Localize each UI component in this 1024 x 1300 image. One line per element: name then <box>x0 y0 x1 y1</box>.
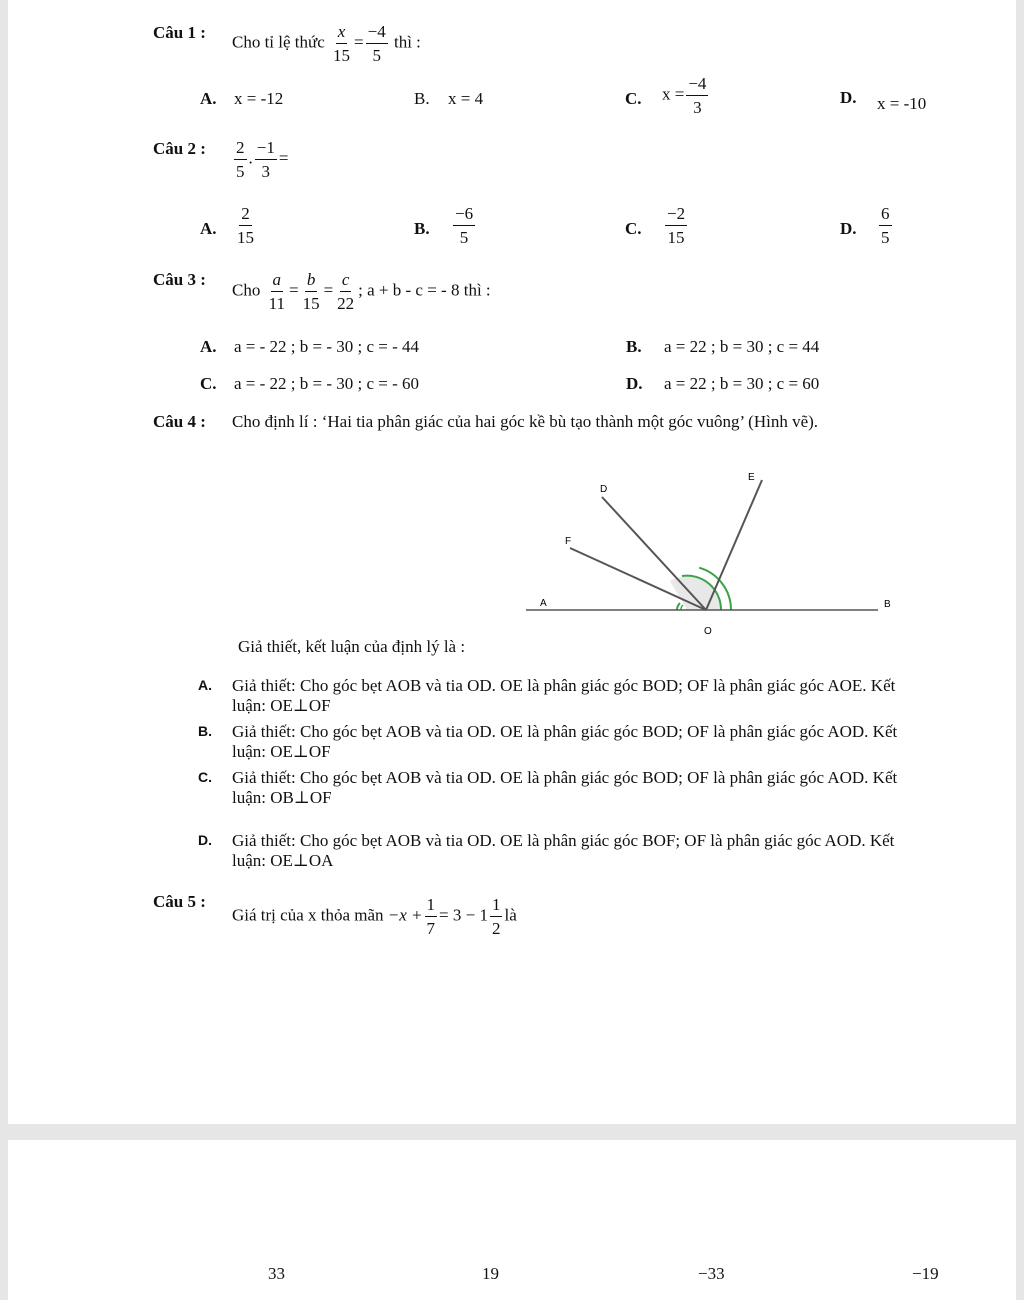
q4-label: Câu 4 : <box>153 412 206 431</box>
q3-option-c-letter: C. <box>200 374 217 393</box>
page-1 <box>8 0 1016 1124</box>
q4-option-d-letter: D. <box>198 832 212 848</box>
label-b: B <box>884 599 891 610</box>
q1-option-a-text: x = -12 <box>234 89 284 108</box>
q2-option-b-letter: B. <box>414 219 430 238</box>
q1-option-d-text: x = -10 <box>877 94 927 113</box>
q3-frac-a-11: $\frac{a}{11}$ <box>268 270 285 313</box>
q2-frac-minus1-3: $\frac{-1}{3}$ <box>256 138 275 181</box>
q4-text: Cho định lí : ‘Hai tia phân giác của hai góc kề bù tạo thành một góc vuông’ (Hình vẽ). <box>232 412 819 431</box>
q3-label: Câu 3 : <box>153 270 206 289</box>
q2-option-a-letter: A. <box>200 219 217 238</box>
q4-option-a-letter: A. <box>198 677 212 693</box>
label-o: O <box>704 626 712 637</box>
q1-option-b-text: x = 4 <box>448 89 484 108</box>
q4-prompt: Giả thiết, kết luận của định lý là : <box>238 637 466 656</box>
q1-option-c-letter: C. <box>625 89 642 108</box>
q3-option-a-text: a = - 22 ; b = - 30 ; c = - 44 <box>234 337 420 356</box>
q1-option-c-frac: $\frac{-4}{3}$ <box>688 74 707 117</box>
label-d: D <box>600 484 608 495</box>
q5-label: Câu 5 : <box>153 892 206 911</box>
q5-frac-1-7: $\frac{1}{7}$ <box>426 895 436 938</box>
q3-frac-c-22: $\frac{c}{22}$ <box>337 270 355 313</box>
p2-num-1: 33 <box>268 1264 285 1283</box>
p2-num-2: 19 <box>482 1264 499 1283</box>
q4-option-c-letter: C. <box>198 769 212 785</box>
q1-option-c-text: x = $\frac{-4}{3}$ <box>662 74 707 117</box>
ray-od <box>602 497 706 610</box>
q1-stem: Cho tỉ lệ thức $\frac{x}{15}$ = $\frac{-4}{5}$ thì : <box>232 22 421 65</box>
q2-option-a-frac: $\frac{2}{15}$ <box>237 204 254 247</box>
q1-frac-x-15: $\frac{x}{15}$ <box>333 22 351 65</box>
q5-stem: Giá trị của x thỏa mãn −x + $\frac{1}{7}$ = 3 − 1 $\frac{1}{2}$ là <box>232 895 517 938</box>
q4-option-b-letter: B. <box>198 723 212 739</box>
label-a: A <box>540 598 547 609</box>
q2-label: Câu 2 : <box>153 139 206 158</box>
q1-label: Câu 1 : <box>153 23 206 42</box>
page-2 <box>8 1140 1016 1300</box>
q4-option-a-text: Giả thiết: Cho góc bẹt AOB và tia OD. OE là phân giác góc BOD; OF là phân giác góc AOE. Kết luận: OE⊥OF <box>232 676 896 715</box>
p2-num-4: −19 <box>912 1264 939 1283</box>
q3-stem: Cho $\frac{a}{11}$ = $\frac{b}{15}$ = $\frac{c}{22}$ ; a + b - c = - 8 thì : <box>232 270 491 313</box>
q3-option-b-text: a = 22 ; b = 30 ; c = 44 <box>664 337 820 356</box>
ray-oe <box>706 480 762 610</box>
label-f: F <box>565 536 572 547</box>
q4-option-b-text: Giả thiết: Cho góc bẹt AOB và tia OD. OE là phân giác góc BOD; OF là phân giác góc AOD. Kết luận: OE⊥OF <box>232 722 898 761</box>
q3-frac-b-15: $\frac{b}{15}$ <box>302 270 320 313</box>
q1-frac-minus4-5: $\frac{-4}{5}$ <box>367 22 386 65</box>
q1-option-a-letter: A. <box>200 89 217 108</box>
q4-option-d-text: Giả thiết: Cho góc bẹt AOB và tia OD. OE là phân giác góc BOF; OF là phân giác góc AOD. Kết luận: OE⊥OA <box>232 831 895 870</box>
q2-option-d-letter: D. <box>840 219 857 238</box>
label-e: E <box>748 472 755 483</box>
q1-option-b-letter: B. <box>414 89 430 108</box>
q2-option-b-frac: $\frac{-6}{5}$ <box>455 204 474 247</box>
q5-frac-1-2: $\frac{1}{2}$ <box>491 895 501 938</box>
q1-option-d-letter: D. <box>840 88 857 107</box>
q3-option-d-letter: D. <box>626 374 643 393</box>
q3-option-a-letter: A. <box>200 337 217 356</box>
q2-option-c-frac: $\frac{-2}{15}$ <box>667 204 686 247</box>
q3-option-d-text: a = 22 ; b = 30 ; c = 60 <box>664 374 820 393</box>
q2-option-c-letter: C. <box>625 219 642 238</box>
q3-option-c-text: a = - 22 ; b = - 30 ; c = - 60 <box>234 374 420 393</box>
p2-num-3: −33 <box>698 1264 725 1283</box>
q4-option-c-text: Giả thiết: Cho góc bẹt AOB và tia OD. OE là phân giác góc BOD; OF là phân giác góc AOD. Kết luận: OB⊥OF <box>232 768 898 807</box>
q2-stem: $\frac{2}{5}$ . $\frac{-1}{3}$ = <box>236 138 289 181</box>
q2-frac-2-5: $\frac{2}{5}$ <box>236 138 245 181</box>
q2-option-d-frac: $\frac{6}{5}$ <box>881 204 890 247</box>
q4-angle-figure <box>518 460 898 640</box>
arc-aof <box>677 603 680 610</box>
q3-option-b-letter: B. <box>626 337 642 356</box>
